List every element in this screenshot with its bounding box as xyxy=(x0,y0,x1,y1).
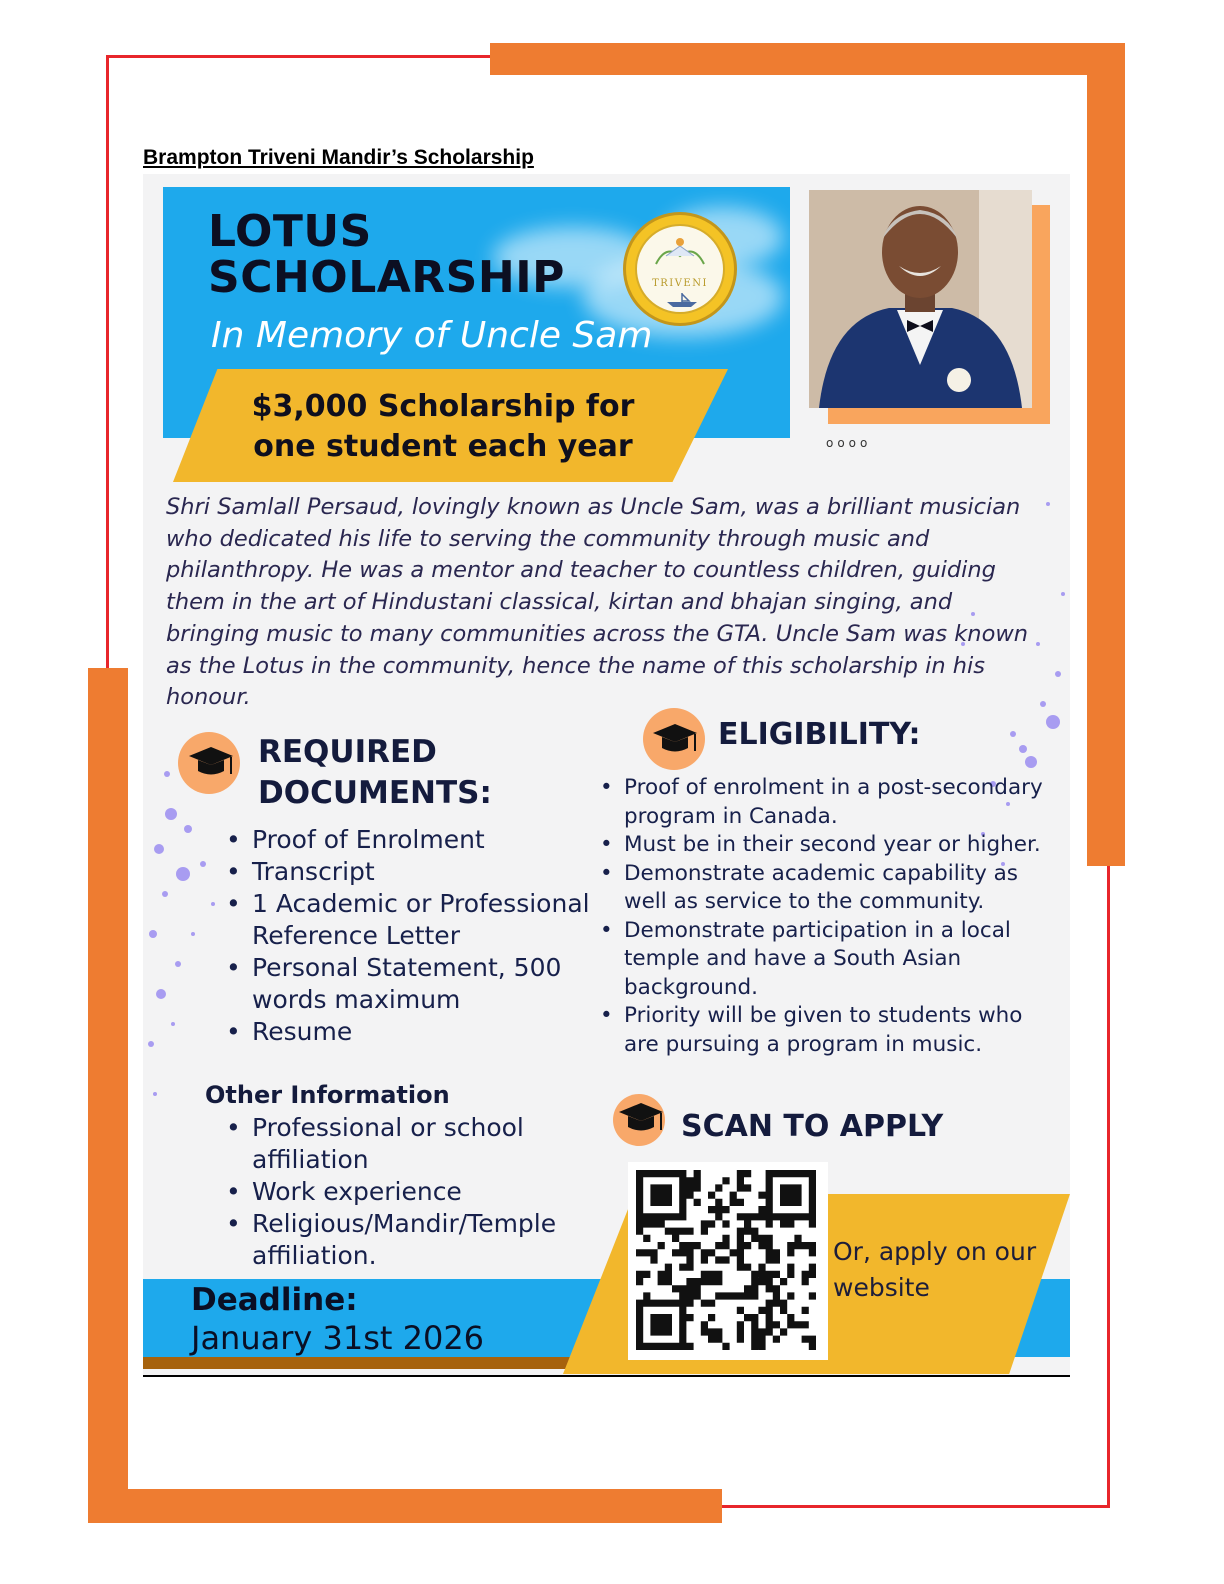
list-item: • Transcript xyxy=(230,856,600,888)
list-item: • Must be in their second year or higher. xyxy=(600,831,1050,860)
portrait-photo xyxy=(809,190,1032,408)
list-item: • 1 Academic or Professional Reference Letter xyxy=(230,888,600,952)
list-item: • Resume xyxy=(230,1016,600,1048)
document-title: Brampton Triveni Mandir’s Scholarship xyxy=(143,146,534,169)
scholarship-title xyxy=(208,206,565,303)
list-item: • Religious/Mandir/Temple affiliation. xyxy=(230,1208,600,1272)
triveni-logo xyxy=(623,212,737,326)
graduation-cap-icon xyxy=(651,721,699,759)
lotus-bird-emblem-icon xyxy=(652,234,708,278)
list-item: • Work experience xyxy=(230,1176,600,1208)
boat-emblem-icon xyxy=(665,292,699,308)
qr-code-icon xyxy=(628,1162,828,1360)
amount-line-2: one student each year xyxy=(253,429,633,464)
scan-to-apply-heading: SCAN TO APPLY xyxy=(681,1109,944,1144)
graduation-cap-icon xyxy=(187,744,235,782)
biography-text: Shri Samlall Persaud, lovingly known as Uncle Sam, was a brilliant musician who dedicated his life to serving the community through music and philanthropy. He was a mentor and teacher to countless children, guiding them in the art of Hindustani classical, kirtan and bhajan singing, and bringing music to many communities across the GTA. Uncle Sam was known as the Lotus in the community, hence the name of this scholarship in his honour. xyxy=(166,494,1028,711)
other-information-heading: Other Information xyxy=(205,1081,450,1109)
frame-line-bottom xyxy=(720,1505,1110,1508)
title-line-1: LOTUS xyxy=(208,206,372,257)
title-line-2: SCHOLARSHIP xyxy=(208,252,565,303)
qr-modules xyxy=(636,1170,816,1350)
list-item: • Demonstrate participation in a local temple and have a South Asian background. xyxy=(600,917,1050,1003)
frame-bar-left xyxy=(88,668,128,1523)
list-item: • Personal Statement, 500 words maximum xyxy=(230,952,600,1016)
other-information-list xyxy=(230,1112,600,1272)
required-heading-line-2: DOCUMENTS: xyxy=(258,775,492,811)
application-qr-code[interactable] xyxy=(628,1162,828,1360)
required-documents-heading xyxy=(258,732,492,814)
graduation-cap-icon xyxy=(617,1100,665,1138)
list-item: • Demonstrate academic capability as well as service to the community. xyxy=(600,860,1050,917)
required-heading-line-1: REQUIRED xyxy=(258,734,437,770)
list-item: • Proof of Enrolment xyxy=(230,824,600,856)
frame-line-left xyxy=(106,55,109,670)
amount-text xyxy=(243,387,643,467)
pager-dots: oooo xyxy=(826,436,872,450)
frame-bar-right xyxy=(1087,43,1125,866)
frame-line-top xyxy=(106,55,492,58)
eligibility-heading: ELIGIBILITY: xyxy=(718,717,921,752)
frame-line-right xyxy=(1107,863,1110,1508)
deadline-date: January 31st 2026 xyxy=(191,1319,485,1357)
amount-line-1: $3,000 Scholarship for xyxy=(251,389,635,424)
deadline-underbar xyxy=(143,1357,633,1369)
required-documents-list xyxy=(230,824,600,1048)
scholarship-flyer xyxy=(143,174,1070,1375)
apply-website-text[interactable]: Or, apply on our website xyxy=(833,1237,1037,1302)
scholarship-subtitle: In Memory of Uncle Sam xyxy=(211,315,653,356)
eligibility-list xyxy=(600,774,1050,1059)
logo-text: TRIVENI xyxy=(652,278,708,289)
deadline-label: Deadline: xyxy=(191,1282,358,1318)
frame-bar-top xyxy=(490,43,1125,75)
portrait-illustration xyxy=(809,190,1032,408)
list-item: • Proof of enrolment in a post-secondary program in Canada. xyxy=(600,774,1050,831)
list-item: • Professional or school affiliation xyxy=(230,1112,600,1176)
list-item: • Priority will be given to students who are pursuing a program in music. xyxy=(600,1002,1050,1059)
frame-bar-bottom xyxy=(88,1489,722,1523)
flyer-bottom-rule xyxy=(143,1375,1070,1377)
